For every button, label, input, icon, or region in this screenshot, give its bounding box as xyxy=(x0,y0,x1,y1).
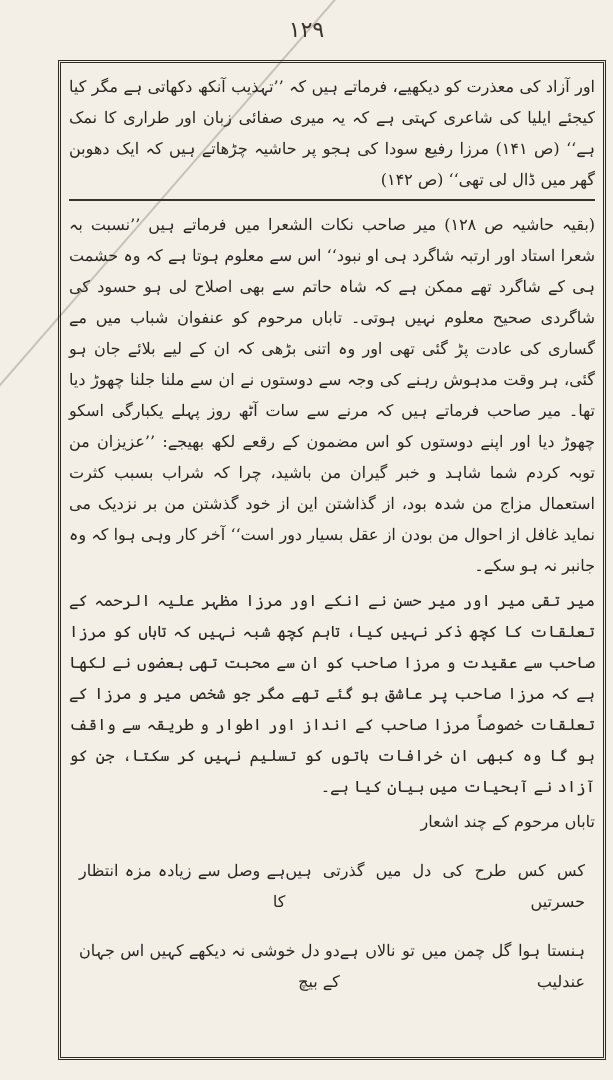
footnote-paragraph-1: (بقیہ حاشیہ ص ۱۲۸) میر صاحب نکات الشعرا میں فرماتے ہیں ’’نسبت بہ شعرا استاد اور ارتبہ شاگرد ہی او نبود‘‘ اس سے معلوم ہوتا ہے کہ وہ حشمت ہی کے شاگرد تھے ممکن ہے کہ شاہ حاتم سے بھی اصلاح لی ہو حسود کی شاگردی صحیح معلوم نہیں ہوتی۔ تاباں مرحوم کو عنفوان شباب میں مے گساری کی عادت پڑ گئی تھی اور وہ اتنی بڑھی کہ ان کے لیے بلائے جان ہو گئی، ہر وقت مدہوش رہنے کی وجہ سے دوستوں نے ان سے ملنا جلنا چھوڑ دیا تھا۔ میر صاحب فرماتے ہیں کہ مرنے سے سات آٹھ روز پہلے یکبارگی اسکو چھوڑ دیا اور اپنے دوستوں کو اس مضمون کے رقعے لکھ بھیجے: ’’عزیزان من توبہ کردم شما شاہد و خبر گیران من باشید، چرا کہ شراب بسبب کثرت استعمال مزاج من شدہ بود، از گذاشتن این از خود گذشتن من بر نزدیک می نماید غافل از احوال من بودن از عقل بسیار دور است‘‘ آخر کار وہی ہوا کہ وہ جانبر نہ ہو سکے۔ xyxy=(69,215,596,575)
page-number: ۱۲۹ xyxy=(288,18,325,43)
couplet-2-line-b: دو دل خوشی نہ دیکھے کہیں اس جہان کے بیچ xyxy=(79,941,340,991)
couplet-1 xyxy=(79,855,585,917)
couplet-1-line-a: کس کس طرح کی دل میں گذرتی ہیں حسرتیں xyxy=(285,861,585,911)
page-frame xyxy=(58,60,606,1060)
footnote-paragraph-2: میر تقی میر اور میر حسن نے انکے اور مرزا مظہر علیہ الرحمہ کے تعلقات کا کچھ ذکر نہیں کیا، تاہم کچھ شبہ نہیں کہ تاباں کو مرزا صاحب سے عقیدت و مرزا صاحب کو ان سے محبت تھی بعضوں نے لکھا ہے کہ مرزا صاحب پر عاشق ہو گئے تھے مگر جو شخص میر و مرزا کے تعلقات خصوصاً مرزا صاحب کے انداز اور اطوار و طریقہ سے واقف ہو گا وہ کبھی ان خرافات باتوں کو تسلیم نہیں کر سکتا، جن کو آزاد نے آبحیات میں بیان کیا ہے۔ xyxy=(69,591,595,796)
couplet-2 xyxy=(79,935,585,997)
couplet-1-line-b: ہے وصل سے زیادہ مزہ انتظار کا xyxy=(79,861,286,911)
page-body xyxy=(69,71,595,1049)
main-paragraph: اور آزاد کی معذرت کو دیکھیے، فرماتے ہیں کہ ’’تہذیب آنکھ دکھاتی ہے مگر کیا کیجئے ایلیا کی شاعری کہتی ہے کہ یہ میری صفائی زبان اور طراری کا نمک ہے‘‘ (ص ۱۴۱) مرزا رفیع سودا کی ہجو پر حاشیہ چڑھاتے ہیں کہ ایک دھوبن گھر میں ڈال لی تھی‘‘ (ص ۱۴۲) xyxy=(69,77,596,189)
verses-heading: تاباں مرحوم کے چند اشعار xyxy=(420,812,595,831)
footnote-divider xyxy=(69,199,595,201)
couplet-2-line-a: ہنستا ہوا گل چمن میں تو نالاں ہے عندلیب xyxy=(339,941,585,991)
